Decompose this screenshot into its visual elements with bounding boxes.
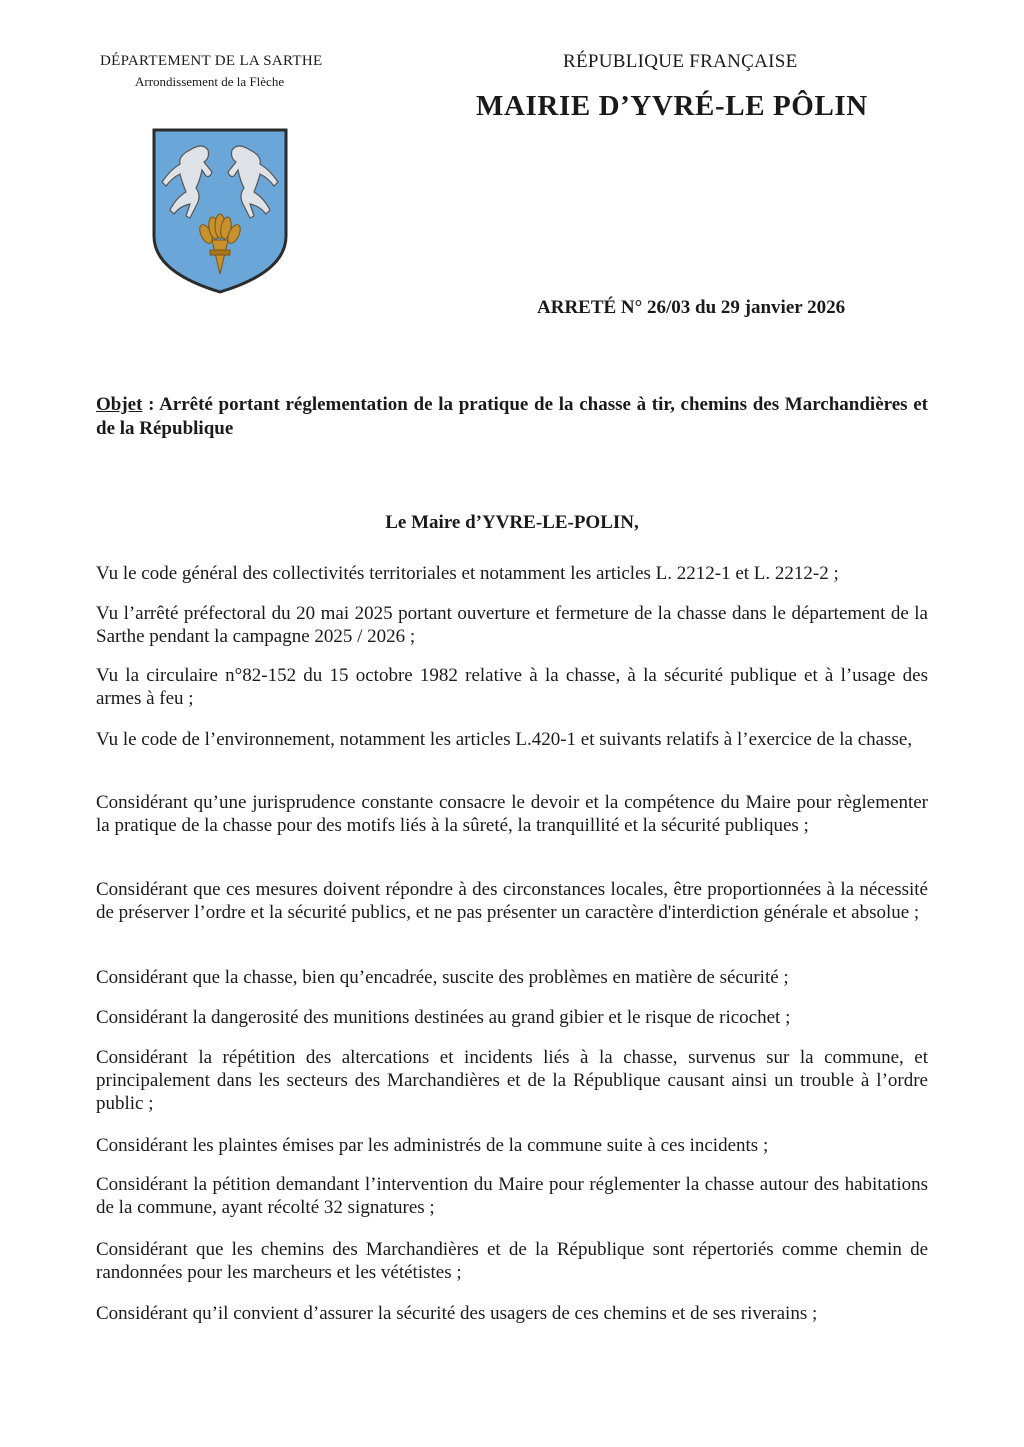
paragraph: Considérant la pétition demandant l’intervention du Maire pour réglementer la chasse autour des habitations de la commune, ayant récolté 32 signatures ;	[96, 1174, 928, 1218]
paragraph: Considérant les plaintes émises par les administrés de la commune suite à ces incidents ;	[96, 1135, 769, 1156]
paragraph: Vu l’arrêté préfectoral du 20 mai 2025 portant ouverture et fermeture de la chasse dans le département de la Sarthe pendant la campagne 2025 / 2026 ;	[96, 603, 928, 647]
paragraph: Vu le code général des collectivités territoriales et notamment les articles L. 2212-1 et L. 2212-2 ;	[96, 563, 839, 584]
paragraph: Considérant que ces mesures doivent répondre à des circonstances locales, être proportionnées à la nécessité de préserver l’ordre et la sécurité publics, et ne pas présenter un caractère d'interdiction générale et absolue ;	[96, 879, 928, 923]
coat-of-arms-icon	[150, 126, 290, 296]
paragraph: Vu le code de l’environnement, notamment les articles L.420-1 et suivants relatifs à l’exercice de la chasse,	[96, 729, 913, 750]
republic-title: RÉPUBLIQUE FRANÇAISE	[563, 51, 798, 72]
mairie-title: MAIRIE D’YVRÉ-LE PÔLIN	[476, 90, 868, 122]
paragraph: Considérant la dangerosité des munitions destinées au grand gibier et le risque de ricochet ;	[96, 1007, 791, 1028]
objet-text: : Arrêté portant réglementation de la pratique de la chasse à tir, chemins des Marchandières et de la République	[96, 394, 928, 439]
paragraph: Considérant que la chasse, bien qu’encadrée, suscite des problèmes en matière de sécurité ;	[96, 967, 789, 988]
maire-title: Le Maire d’YVRE-LE-POLIN,	[385, 512, 639, 533]
paragraph: Considérant la répétition des altercations et incidents liés à la chasse, survenus sur la commune, et principalement dans les secteurs des Marchandières et de la République causant ainsi un trouble à l’ordre public ;	[96, 1047, 928, 1114]
objet-label: Objet	[96, 394, 143, 415]
paragraph: Considérant qu’une jurisprudence constante consacre le devoir et la compétence du Maire pour règlementer la pratique de la chasse pour des motifs liés à la sûreté, la tranquillité et la sécurité publiques ;	[96, 792, 928, 836]
department-name: DÉPARTEMENT DE LA SARTHE	[100, 53, 323, 69]
paragraph: Considérant que les chemins des Marchandières et de la République sont répertoriés comme chemin de randonnées pour les marcheurs et les vététistes ;	[96, 1239, 928, 1283]
paragraph: Considérant qu’il convient d’assurer la sécurité des usagers de ces chemins et de ses riverains ;	[96, 1303, 818, 1324]
arrete-reference: ARRETÉ N° 26/03 du 29 janvier 2026	[537, 297, 846, 318]
objet-section	[96, 393, 928, 441]
paragraph: Vu la circulaire n°82-152 du 15 octobre 1982 relative à la chasse, à la sécurité publique et à l’usage des armes à feu ;	[96, 665, 928, 709]
arrondissement-name: Arrondissement de la Flèche	[135, 74, 285, 89]
